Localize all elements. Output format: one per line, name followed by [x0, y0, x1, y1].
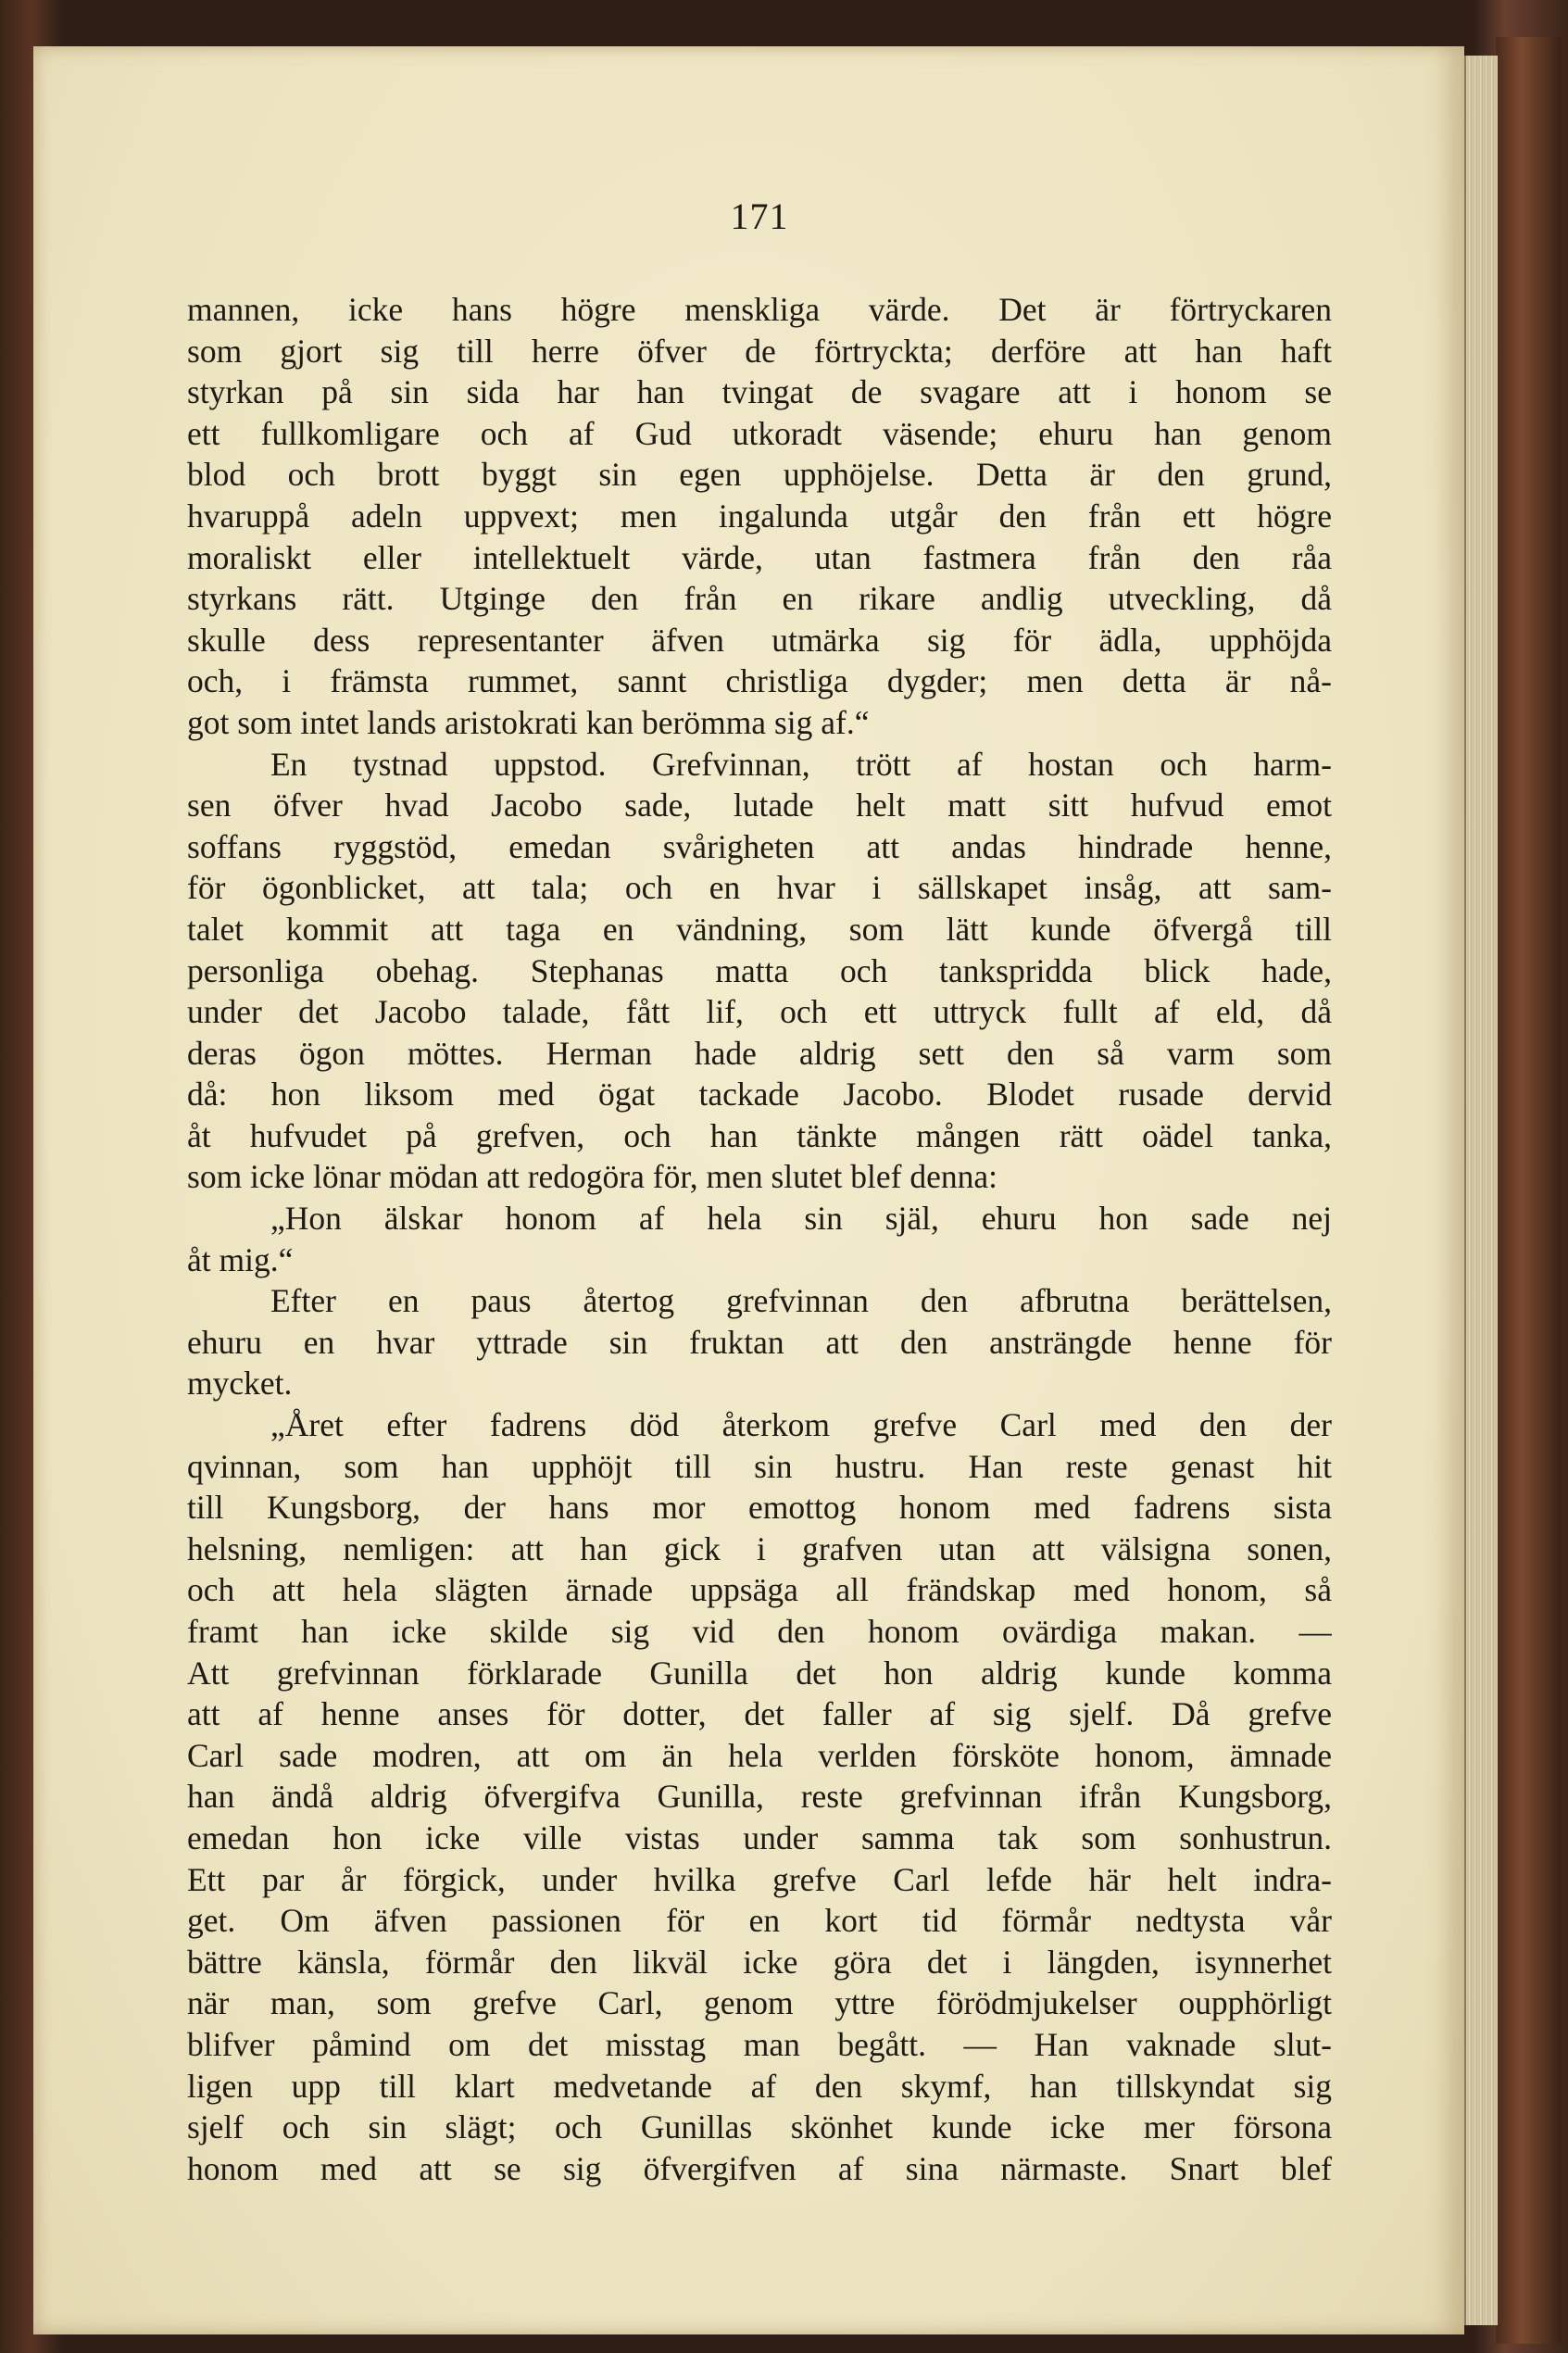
- text-line: Efter en paus återtog grefvinnan den afbrutna berättelsen,: [270, 1282, 1332, 1320]
- page-number: 171: [730, 195, 789, 237]
- text-line: „Hon älskar honom af hela sin själ, ehuru hon sade nej: [270, 1200, 1332, 1238]
- text-line: åt hufvudet på grefven, och han tänkte mången rätt oädel tanka,: [187, 1116, 1332, 1154]
- text-line: styrkan på sin sida har han tvingat de svagare att i honom se: [187, 373, 1332, 411]
- text-line: sen öfver hvad Jacobo sade, lutade helt matt sitt hufvud emot: [187, 786, 1332, 824]
- text-line: got som intet lands aristokrati kan berömma sig af.“: [187, 703, 870, 741]
- text-line: honom med att se sig öfvergifven af sina närmaste. Snart blef: [187, 2149, 1332, 2187]
- text-line: deras ögon möttes. Herman hade aldrig sett den så varm som: [187, 1034, 1332, 1072]
- text-line: mannen, icke hans högre menskliga värde. Det är förtryckaren: [187, 291, 1332, 328]
- text-line: ligen upp till klart medvetande af den skymf, han tillskyndat sig: [187, 2067, 1332, 2105]
- text-line: att af henne anses för dotter, det faller af sig sjelf. Då grefve: [187, 1695, 1332, 1733]
- text-line: blod och brott byggt sin egen upphöjelse. Detta är den grund,: [187, 456, 1332, 494]
- text-line: ett fullkomligare och af Gud utkoradt väsende; ehuru han genom: [187, 414, 1332, 452]
- text-line: under det Jacobo talade, fått lif, och ett uttryck fullt af eld, då: [187, 993, 1332, 1031]
- text-line: En tystnad uppstod. Grefvinnan, trött af hostan och harm-: [270, 745, 1332, 783]
- text-line: „Året efter fadrens död återkom grefve Carl med den der: [270, 1406, 1332, 1444]
- text-line: helsning, nemligen: att han gick i grafven utan att välsigna sonen,: [187, 1529, 1332, 1567]
- text-line: bättre känsla, förmår den likväl icke göra det i längden, isynnerhet: [187, 1943, 1332, 1981]
- text-line: talet kommit att taga en vändning, som lätt kunde öfvergå till: [187, 910, 1332, 948]
- text-line: mycket.: [187, 1365, 293, 1403]
- text-line: som icke lönar mödan att redogöra för, men slutet blef denna:: [187, 1158, 997, 1196]
- text-line: personliga obehag. Stephanas matta och tankspridda blick hade,: [187, 951, 1332, 989]
- text-line: emedan hon icke ville vistas under samma tak som sonhustrun.: [187, 1818, 1332, 1856]
- text-line: Ett par år förgick, under hvilka grefve Carl lefde här helt indra-: [187, 1860, 1332, 1898]
- text-line: framt han icke skilde sig vid den honom ovärdiga makan. —: [187, 1613, 1332, 1650]
- text-line: ehuru en hvar yttrade sin fruktan att den ansträngde henne för: [187, 1323, 1332, 1361]
- body-text: [187, 289, 1332, 2189]
- text-line: och att hela slägten ärnade uppsäga all frändskap med honom, så: [187, 1571, 1332, 1609]
- text-line: blifver påmind om det misstag man begått. — Han vaknade slut-: [187, 2025, 1332, 2063]
- text-line: qvinnan, som han upphöjt till sin hustru. Han reste genast hit: [187, 1447, 1332, 1485]
- text-line: och, i främsta rummet, sannt christliga dygder; men detta är nå-: [187, 662, 1332, 700]
- text-line: sjelf och sin slägt; och Gunillas skönhet kunde icke mer försona: [187, 2108, 1332, 2146]
- text-line: styrkans rätt. Utginge den från en rikare andlig utveckling, då: [187, 580, 1332, 618]
- text-line: hvaruppå adeln uppvext; men ingalunda utgår den från ett högre: [187, 497, 1332, 535]
- text-line: för ögonblicket, att tala; och en hvar i sällskapet insåg, att sam-: [187, 869, 1332, 907]
- text-line: när man, som grefve Carl, genom yttre förödmjukelser oupphörligt: [187, 1984, 1332, 2022]
- text-line: till Kungsborg, der hans mor emottog honom med fadrens sista: [187, 1489, 1332, 1527]
- page-edges: [1464, 56, 1498, 2325]
- text-line: Carl sade modren, att om än hela verlden försköte honom, ämnade: [187, 1736, 1332, 1774]
- text-line: get. Om äfven passionen för en kort tid förmår nedtysta vår: [187, 1902, 1332, 1940]
- text-line: soffans ryggstöd, emedan svårigheten att andas hindrade henne,: [187, 827, 1332, 865]
- book-spine: [1496, 37, 1561, 2344]
- text-line: som gjort sig till herre öfver de förtryckta; derföre att han haft: [187, 332, 1332, 370]
- text-line: han ändå aldrig öfvergifva Gunilla, reste grefvinnan ifrån Kungsborg,: [187, 1778, 1332, 1816]
- text-line: Att grefvinnan förklarade Gunilla det hon aldrig kunde komma: [187, 1654, 1332, 1692]
- text-line: då: hon liksom med ögat tackade Jacobo. Blodet rusade dervid: [187, 1076, 1332, 1114]
- text-line: åt mig.“: [187, 1240, 294, 1278]
- text-line: skulle dess representanter äfven utmärka sig för ädla, upphöjda: [187, 621, 1332, 659]
- book-page: [33, 46, 1464, 2334]
- text-line: moraliskt eller intellektuelt värde, utan fastmera från den råa: [187, 538, 1332, 576]
